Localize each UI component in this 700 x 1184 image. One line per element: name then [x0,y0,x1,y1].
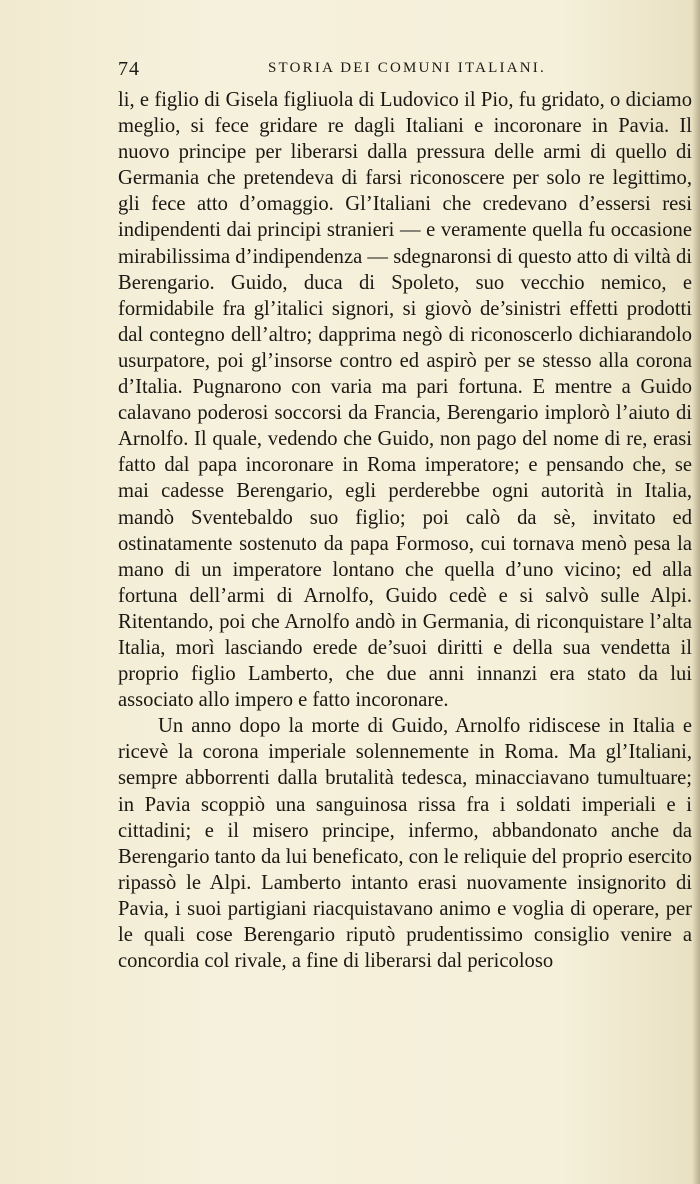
page-edge-shadow [692,0,700,1184]
running-title: STORIA DEI COMUNI ITALIANI. [268,60,546,76]
paragraph-continued: li, e figlio di Gisela figliuola di Ludovico il Pio, fu gridato, o diciamo meglio, si fece gridare re dagli Italiani e incoronare in Pavia. Il nuovo principe per liberarsi dalla pressura delle armi di quello di Germania che pretendeva di farsi riconoscere per solo re legittimo, gli fece atto d’omaggio. Gl’Italiani che credevano d’essersi resi indipendenti dai principi stranieri — e veramente quella fu occasione mirabilissima d’indipendenza — sdegnaronsi di questo atto di viltà di Berengario. Guido, duca di Spoleto, suo vecchio nemico, e formidabile fra gl’italici signori, si giovò de’sinistri effetti prodotti dal contegno dell’altro; dapprima negò di riconoscerlo dichiarandolo usurpatore, poi gl’insorse contro ed aspirò per se stesso alla corona d’Italia. Pugnarono con varia ma pari fortuna. E mentre a Guido calavano poderosi soccorsi da Francia, Berengario implorò l’aiuto di Arnolfo. Il quale, vedendo che Guido, non pago del nome di re, erasi fatto dal papa incoronare in Roma imperatore; e pensando che, se mai cadesse Berengario, egli perderebbe ogni autorità in Italia, mandò Sventebaldo suo figlio; poi calò da sè, invitato ed ostinatamente sostenuto da papa Formoso, cui tornava menò pesa la mano di un imperatore lontano che quella d’uno vicino; ed alla fortuna dell’armi di Arnolfo, Guido cedè e si salvò sulle Alpi. Ritentando, poi che Arnolfo andò in Germania, di riconquistare l’alta Italia, morì lasciando erede de’suoi diritti e della sua vendetta il proprio figlio Lamberto, che due anni innanzi era stato da lui associato allo impero e fatto incoronare. [118,89,692,712]
page-header [118,58,692,86]
body-text [118,87,692,974]
paragraph: Un anno dopo la morte di Guido, Arnolfo ridiscese in Italia e ricevè la corona imperiale solennemente in Roma. Ma gl’Italiani, sempre abborrenti dalla brutalità tedesca, minacciavano tumultuare; in Pavia scoppiò una sanguinosa rissa fra i soldati imperiali e i cittadini; e il misero principe, infermo, abbandonato anche da Berengario tanto da lui beneficato, con le reliquie del proprio esercito ripassò le Alpi. Lamberto intanto erasi nuovamente insignorito di Pavia, i suoi partigiani riacquistavano animo e voglia di operare, per le quali cose Berengario riputò prudentissimo consiglio venire a concordia col rivale, a fine di liberarsi dal pericoloso [118,715,692,973]
page-number: 74 [118,58,140,80]
